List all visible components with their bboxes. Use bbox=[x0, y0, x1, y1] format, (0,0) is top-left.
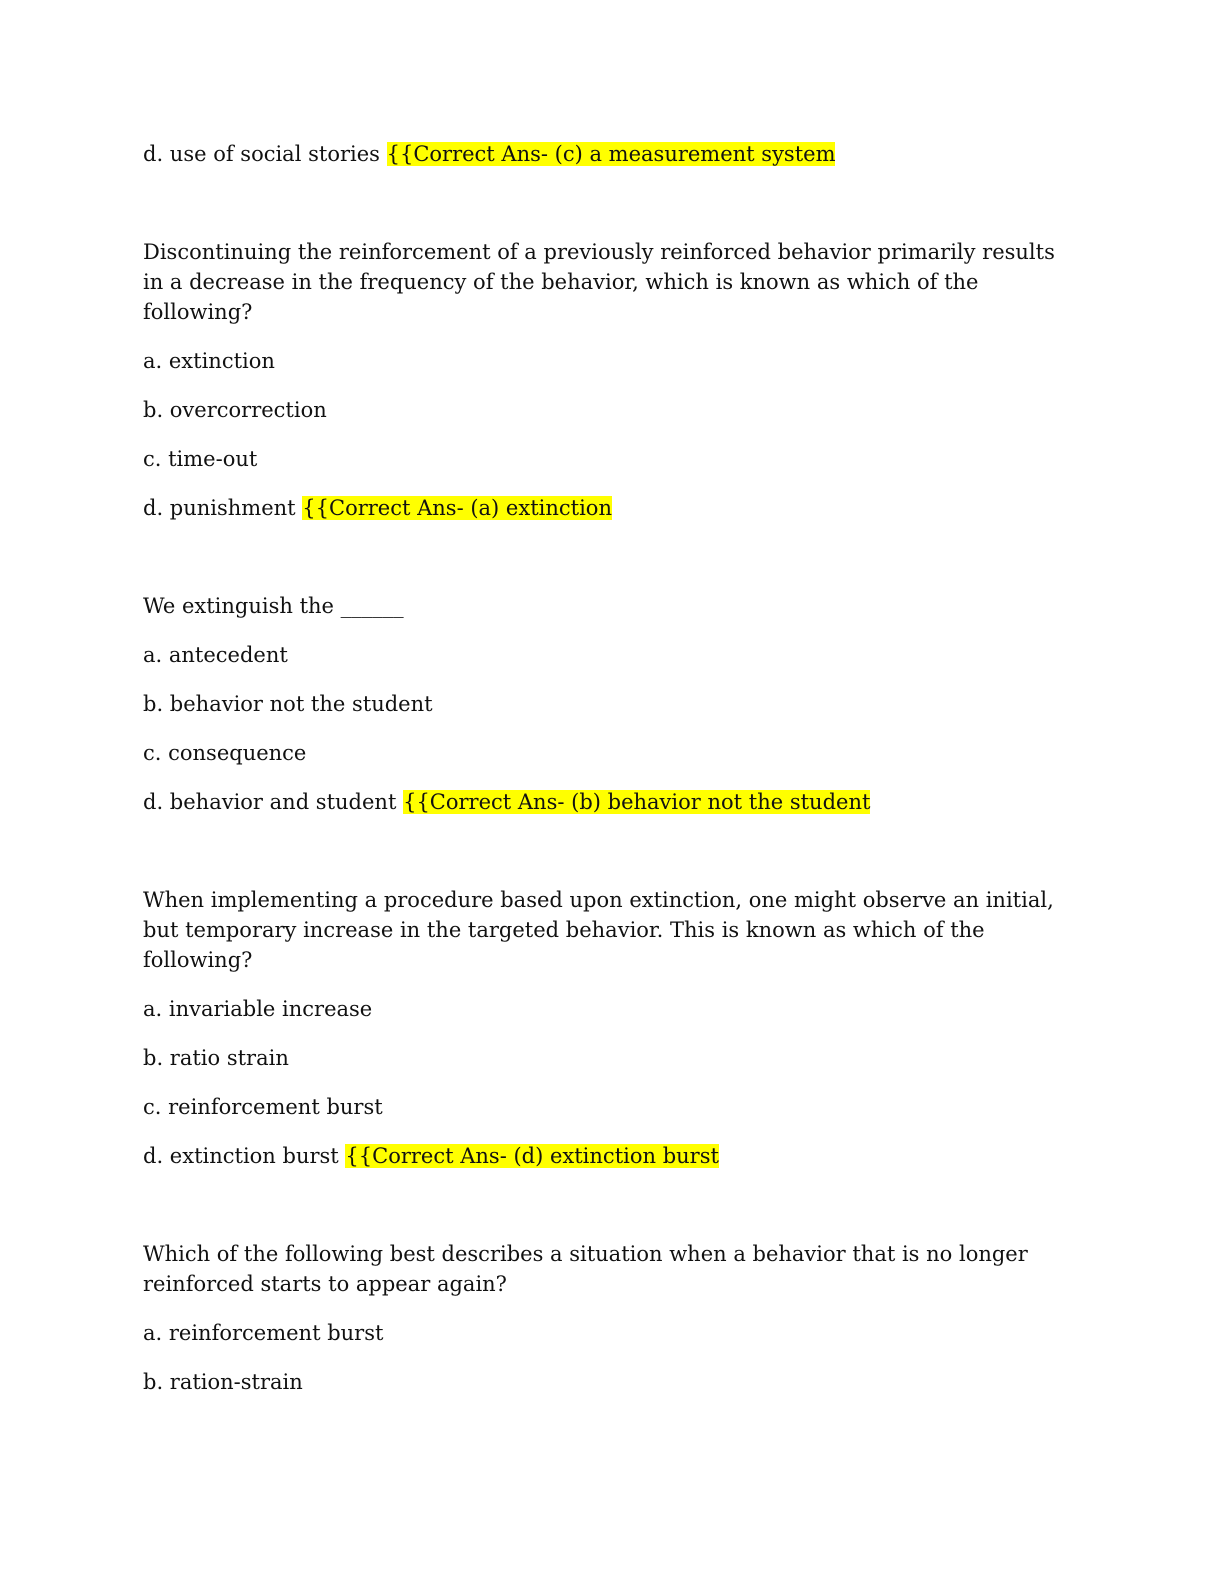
option-a: a. extinction bbox=[143, 349, 275, 373]
option-b: b. ratio strain bbox=[143, 1046, 289, 1070]
option-c: c. time-out bbox=[143, 447, 258, 471]
option-d: d. extinction burst bbox=[143, 1144, 339, 1168]
option-d-line bbox=[143, 493, 1063, 523]
quiz-content bbox=[143, 139, 1063, 1397]
question-stem: Which of the following best describes a situation when a behavior that is no longer reinforced starts to appear again? bbox=[143, 1242, 1028, 1296]
option-a: a. reinforcement burst bbox=[143, 1321, 384, 1345]
correct-answer-highlight: {{Correct Ans- (a) extinction bbox=[302, 496, 612, 520]
correct-answer-highlight: {{Correct Ans- (d) extinction burst bbox=[345, 1144, 719, 1168]
option-d-line bbox=[143, 787, 1063, 817]
question-block bbox=[143, 885, 1063, 1171]
option-c: c. reinforcement burst bbox=[143, 1095, 383, 1119]
question-block bbox=[143, 1239, 1063, 1397]
option-a: a. antecedent bbox=[143, 643, 288, 667]
lead-option-line bbox=[143, 139, 1063, 169]
option-b: b. overcorrection bbox=[143, 398, 327, 422]
question-block bbox=[143, 237, 1063, 523]
option-b: b. behavior not the student bbox=[143, 692, 433, 716]
option-b: b. ration-strain bbox=[143, 1370, 303, 1394]
correct-answer-highlight: {{Correct Ans- (b) behavior not the student bbox=[403, 790, 871, 814]
question-block bbox=[143, 591, 1063, 817]
option-d: d. punishment bbox=[143, 496, 296, 520]
option-a: a. invariable increase bbox=[143, 997, 373, 1021]
correct-answer-highlight: {{Correct Ans- (c) a measurement system bbox=[386, 142, 836, 166]
option-text: d. use of social stories bbox=[143, 142, 380, 166]
option-d: d. behavior and student bbox=[143, 790, 397, 814]
question-stem: Discontinuing the reinforcement of a previously reinforced behavior primarily results in a decrease in the frequency of the behavior, which is known as which of the following? bbox=[143, 240, 1055, 324]
option-d-line bbox=[143, 1141, 1063, 1171]
question-stem: When implementing a procedure based upon extinction, one might observe an initial, but temporary increase in the targeted behavior. This is known as which of the following? bbox=[143, 888, 1054, 972]
question-stem: We extinguish the ______ bbox=[143, 594, 404, 618]
option-c: c. consequence bbox=[143, 741, 307, 765]
